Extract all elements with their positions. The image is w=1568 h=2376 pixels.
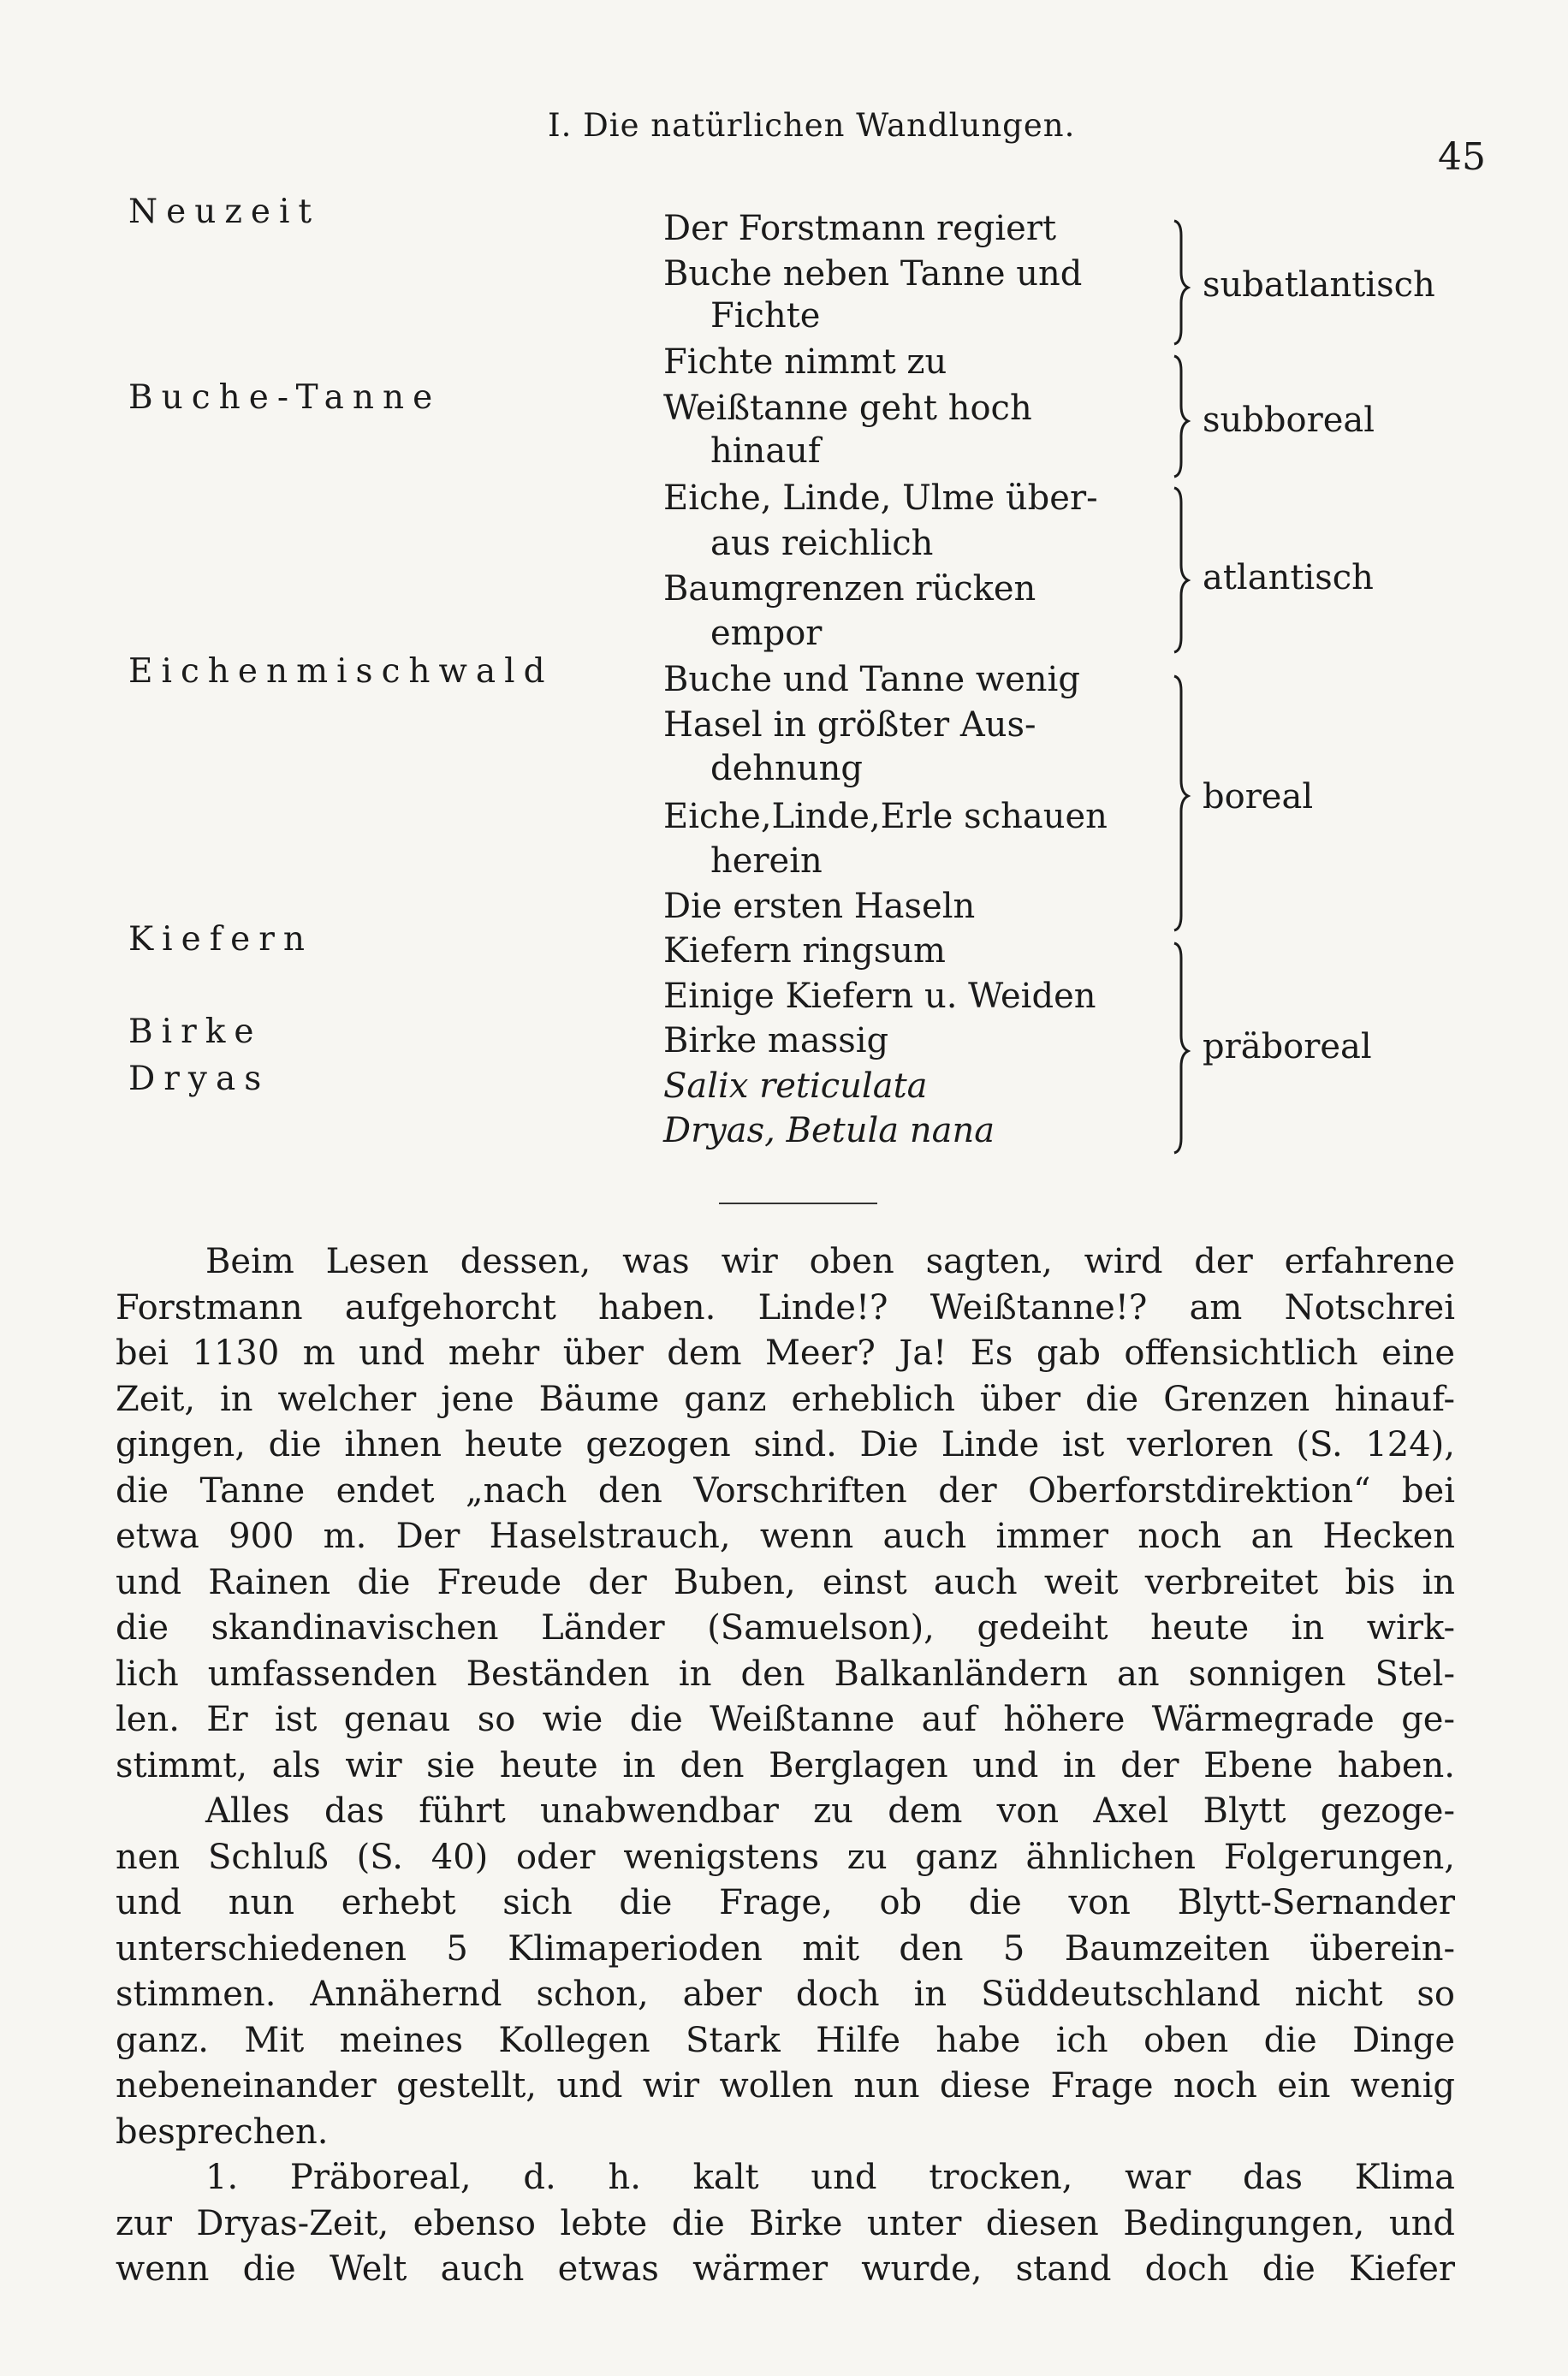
- era-label: Birke: [128, 1013, 263, 1051]
- text-line: len. Er ist genau so wie die Weißtanne auf höhere Wärmegrade ge-: [116, 1700, 1455, 1739]
- bracket-boreal: [1174, 676, 1188, 930]
- table-row: Buche und Tanne wenig: [663, 660, 1080, 699]
- era-label: Eichenmischwald: [128, 652, 554, 691]
- era-label: Buche-Tanne: [128, 378, 442, 417]
- table-row: herein: [710, 841, 823, 881]
- text-line: wenn die Welt auch etwas wärmer wurde, stand doch die Kiefer: [116, 2249, 1455, 2289]
- period-label: boreal: [1203, 777, 1314, 817]
- text-line: stimmen. Annähernd schon, aber doch in Süddeutschland nicht so: [116, 1975, 1455, 2014]
- text-line: nen Schluß (S. 40) oder wenigstens zu ganz ähnlichen Folgerungen,: [116, 1837, 1455, 1877]
- text-line: nebeneinander gestellt, und wir wollen nun diese Frage noch ein wenig: [116, 2066, 1455, 2106]
- table-row: Fichte: [710, 296, 821, 336]
- table-row: Kiefern ringsum: [663, 931, 946, 971]
- period-label: präboreal: [1203, 1027, 1372, 1066]
- text-line: etwa 900 m. Der Haselstrauch, wenn auch immer noch an Hecken: [116, 1517, 1455, 1556]
- table-row: Buche neben Tanne und: [663, 254, 1083, 294]
- text-line: die Tanne endet „nach den Vorschriften der Oberforstdirektion“ bei: [116, 1470, 1455, 1511]
- table-row: Salix reticulata: [663, 1066, 928, 1106]
- era-label: Kiefern: [128, 920, 313, 959]
- text-line: lich umfassenden Beständen in den Balkanländern an sonnigen Stel-: [116, 1654, 1455, 1694]
- text-line: stimmt, als wir sie heute in den Berglagen und in der Ebene haben.: [116, 1745, 1455, 1785]
- period-label: atlantisch: [1203, 558, 1374, 597]
- table-row: Hasel in größter Aus-: [663, 705, 1036, 745]
- text-line: gingen, die ihnen heute gezogen sind. Die Linde ist verloren (S. 124),: [116, 1425, 1455, 1464]
- era-label: Dryas: [128, 1060, 270, 1098]
- table-row: Weißtanne geht hoch: [663, 389, 1032, 428]
- section-divider: [719, 1203, 877, 1204]
- text-line: und nun erhebt sich die Frage, ob die von Blytt-Sernander: [116, 1883, 1455, 1922]
- table-row: Eiche,Linde,Erle schauen: [663, 797, 1108, 836]
- table-row: Birke massig: [663, 1021, 889, 1060]
- text-line: und Rainen die Freude der Buben, einst auch weit verbreitet bis in: [116, 1562, 1455, 1602]
- text-line: besprechen.: [116, 2112, 329, 2152]
- table-row: Dryas, Betula nana: [663, 1111, 995, 1150]
- bracket-praeboreal: [1174, 943, 1188, 1153]
- table-row: Fichte nimmt zu: [663, 342, 947, 382]
- text-line: ganz. Mit meines Kollegen Stark Hilfe habe ich oben die Dinge: [116, 2020, 1455, 2060]
- table-row: Baumgrenzen rücken: [663, 569, 1036, 609]
- text-line: zur Dryas-Zeit, ebenso lebte die Birke unter diesen Bedingungen, und: [116, 2203, 1455, 2243]
- text-line: 1. Präboreal, d. h. kalt und trocken, war das Klima: [205, 2158, 1455, 2197]
- table-row: Die ersten Haseln: [663, 887, 976, 926]
- body-text: [116, 1239, 1455, 2293]
- text-line: unterschiedenen 5 Klimaperioden mit den 5 Baumzeiten überein-: [116, 1928, 1455, 1969]
- running-header: I. Die natürlichen Wandlungen.: [548, 107, 1076, 144]
- period-label: subatlantisch: [1203, 265, 1435, 305]
- table-row: Einige Kiefern u. Weiden: [663, 977, 1096, 1016]
- text-line: Alles das führt unabwendbar zu dem von Axel Blytt gezoge-: [205, 1791, 1455, 1831]
- bracket-subboreal: [1174, 356, 1188, 477]
- text-line: bei 1130 m und mehr über dem Meer? Ja! Es gab offensichtlich eine: [116, 1334, 1455, 1373]
- text-line: die skandinavischen Länder (Samuelson), gedeiht heute in wirk-: [116, 1608, 1455, 1648]
- text-line: Beim Lesen dessen, was wir oben sagten, wird der erfahrene: [205, 1242, 1455, 1281]
- period-label: subboreal: [1203, 401, 1375, 440]
- bracket-atlantisch: [1174, 488, 1188, 652]
- table-row: hinauf: [710, 431, 821, 471]
- table-row: empor: [710, 614, 823, 653]
- era-label: Neuzeit: [128, 193, 321, 231]
- table-row: Der Forstmann regiert: [663, 209, 1057, 248]
- text-line: Forstmann aufgehorcht haben. Linde!? Weißtanne!? am Notschrei: [116, 1287, 1455, 1328]
- table-row: aus reichlich: [710, 524, 934, 563]
- table-row: Eiche, Linde, Ulme über-: [663, 478, 1098, 518]
- page-number: 45: [1438, 135, 1486, 179]
- table-row: dehnung: [710, 749, 863, 788]
- bracket-subatlantisch: [1174, 221, 1188, 344]
- text-line: Zeit, in welcher jene Bäume ganz erheblich über die Grenzen hinauf-: [116, 1379, 1455, 1419]
